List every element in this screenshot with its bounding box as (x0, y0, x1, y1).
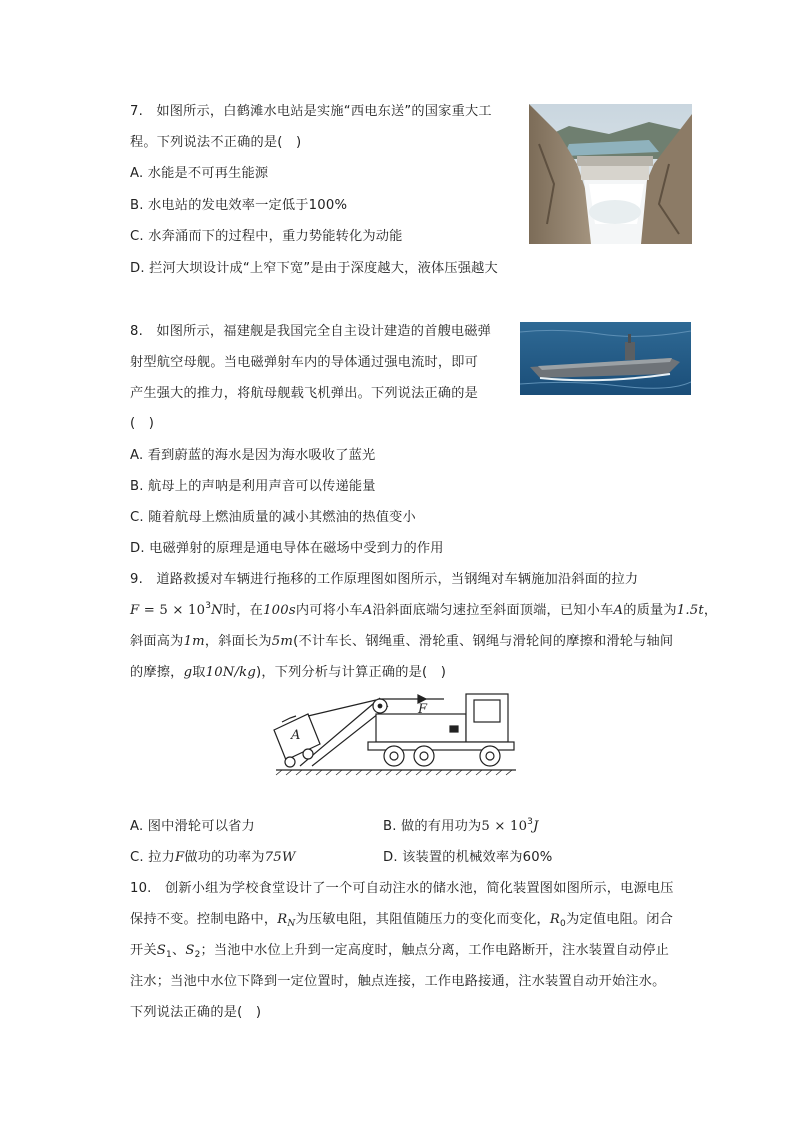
carrier-photo (520, 322, 691, 395)
q8-option-d: D. 电磁弹射的原理是通电导体在磁场中受到力的作用 (130, 541, 444, 556)
q9-stem-line3: 斜面高为1m，斜面长为5m(不计车长、钢绳重、滑轮重、钢绳与滑轮间的摩擦和滑轮与轴间 (130, 634, 674, 649)
q10-stem-line2: 保持不变。控制电路中，$R_N$为压敏电阻，其阻值随压力的变化而变化，$R_0$为定值电阻。闭合 (130, 912, 674, 929)
q8-stem-line3: 产生强大的推力，将航母舰载飞机弹出。下列说法正确的是 (130, 386, 479, 401)
diagram-label-F: F (418, 702, 428, 717)
q8-option-b: B. 航母上的声呐是利用声音可以传递能量 (130, 479, 376, 494)
q8-option-a: A. 看到蔚蓝的海水是因为海水吸收了蓝光 (130, 448, 376, 463)
q8-option-c: C. 随着航母上燃油质量的减小其燃油的热值变小 (130, 510, 416, 525)
q7-option-d: D. 拦河大坝设计成“上窄下宽”是由于深度越大，液体压强越大 (130, 261, 498, 276)
q7-option-c: C. 水奔涌而下的过程中，重力势能转化为动能 (130, 229, 403, 244)
q8-stem-line4: ( ) (130, 416, 155, 431)
q9-option-c: C. 拉力F做功的功率为75W (130, 850, 296, 865)
q9-option-a: A. 图中滑轮可以省力 (130, 819, 255, 834)
q7-option-a: A. 水能是不可再生能源 (130, 166, 269, 181)
q9-stem-line4: 的摩擦，g取10N/kg)，下列分析与计算正确的是( ) (130, 665, 447, 680)
q7-option-b: B. 水电站的发电效率一定低于100% (130, 198, 348, 213)
force-symbol: F (130, 603, 140, 618)
q10-stem-line3: 开关$S_1$、$S_2$；当池中水位上升到一定高度时，触点分离，工作电路断开，注水装置自动停止 (130, 943, 670, 960)
q7-stem-line1: 7. 如图所示，白鹤滩水电站是实施“西电东送”的国家重大工 (130, 104, 492, 119)
q9-option-b: B. 做的有用功为$5 \times 10^3J$ (383, 817, 539, 834)
q8-stem-line1: 8. 如图所示，福建舰是我国完全自主设计建造的首艘电磁弹 (130, 324, 492, 339)
q9-stem-line2: $F = 5 \times 10^3N$时，在100s内可将小车A沿斜面底端匀速拉至斜面顶端，已知小车A的质量为1.5t， (130, 601, 718, 618)
diagram-label-A: A (291, 728, 301, 743)
ground-hatch (276, 770, 512, 775)
q10-stem-line4: 注水；当池中水位下降到一定位置时，触点连接，工作电路接通，注水装置自动开始注水。 (130, 974, 666, 989)
q9-option-d: D. 该装置的机械效率为60% (383, 850, 553, 865)
q10-stem-line5: 下列说法正确的是( ) (130, 1005, 262, 1020)
q8-stem-line2: 射型航空母舰。当电磁弹射车内的导体通过强电流时，即可 (130, 355, 479, 370)
q7-stem-line2: 程。下列说法不正确的是( ) (130, 135, 302, 150)
q9-stem-line1: 9. 道路救援对车辆进行拖移的工作原理图如图所示，当钢绳对车辆施加沿斜面的拉力 (130, 572, 639, 587)
q10-stem-line1: 10. 创新小组为学校食堂设计了一个可自动注水的储水池，简化装置图如图所示，电源电压 (130, 881, 674, 896)
dam-photo (529, 104, 692, 244)
tow-truck-diagram (268, 684, 520, 776)
